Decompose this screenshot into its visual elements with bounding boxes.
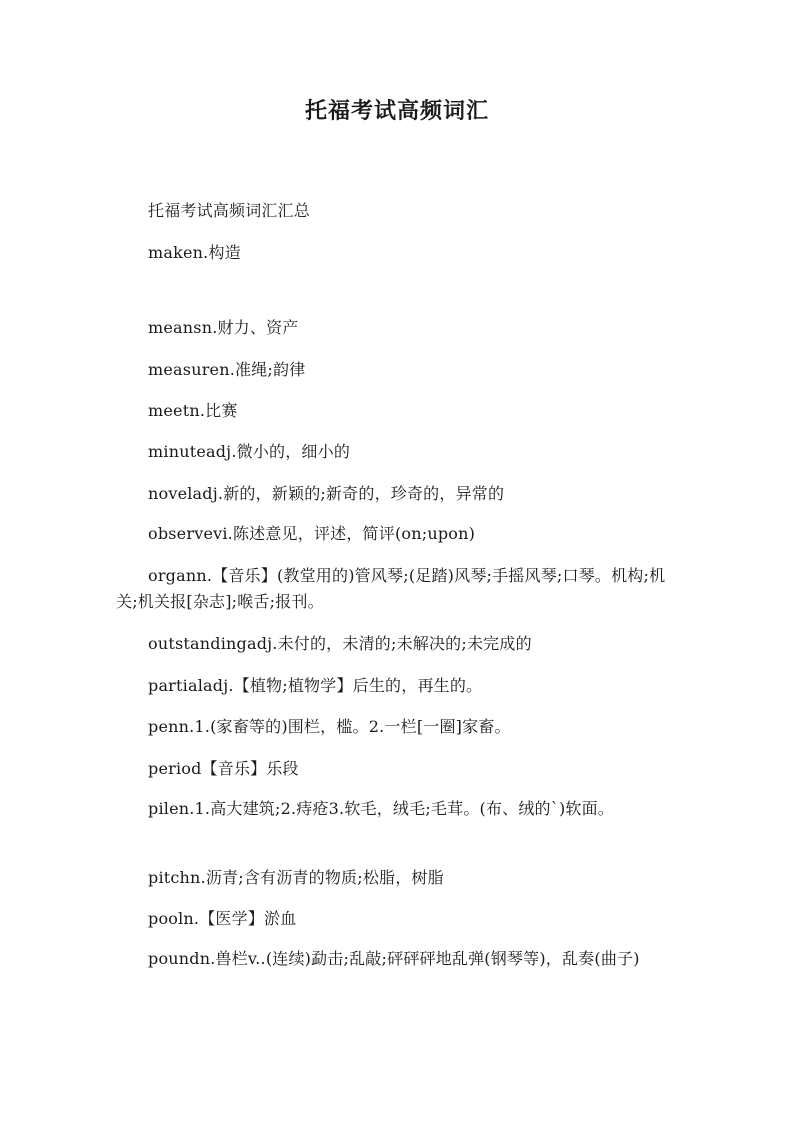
entry-summary-heading: 托福考试高频词汇汇总 [148, 201, 311, 220]
entry-measure: measuren.准绳;韵律 [148, 360, 306, 379]
entry-outstanding: outstandingadj.未付的，未清的;未解决的;未完成的 [148, 634, 532, 653]
entry-period: period【音乐】乐段 [148, 759, 299, 778]
entry-novel: noveladj.新的，新颖的;新奇的，珍奇的，异常的 [148, 484, 505, 503]
entry-means: meansn.财力、资产 [148, 318, 299, 337]
entry-partial: partialadj.【植物;植物学】后生的，再生的。 [148, 676, 483, 695]
entry-pen: penn.1.(家畜等的)围栏，槛。2.一栏[一圈]家畜。 [148, 717, 511, 736]
entry-pile: pilen.1.高大建筑;2.痔疮3.软毛，绒毛;毛茸。(布、绒的`)软面。 [148, 799, 614, 818]
entry-minute: minuteadj.微小的，细小的 [148, 442, 351, 461]
entry-make: maken.构造 [148, 243, 241, 262]
entry-pound: poundn.兽栏v..(连续)勐击;乱敲;砰砰砰地乱弹(钢琴等)，乱奏(曲子) [148, 949, 640, 968]
entry-meet: meetn.比赛 [148, 401, 238, 420]
document-title: 托福考试高频词汇 [304, 98, 489, 124]
entry-organ: organn.【音乐】(教堂用的)管风琴;(足踏)风琴;手摇风琴;口琴。机构;机关;机关报[杂志];喉舌;报刊。 [116, 566, 666, 611]
entry-pool: pooln.【医学】淤血 [148, 909, 297, 928]
entry-pitch: pitchn.沥青;含有沥青的物质;松脂，树脂 [148, 868, 444, 887]
entry-observe: observevi.陈述意见，评述，简评(on;upon) [148, 524, 476, 543]
